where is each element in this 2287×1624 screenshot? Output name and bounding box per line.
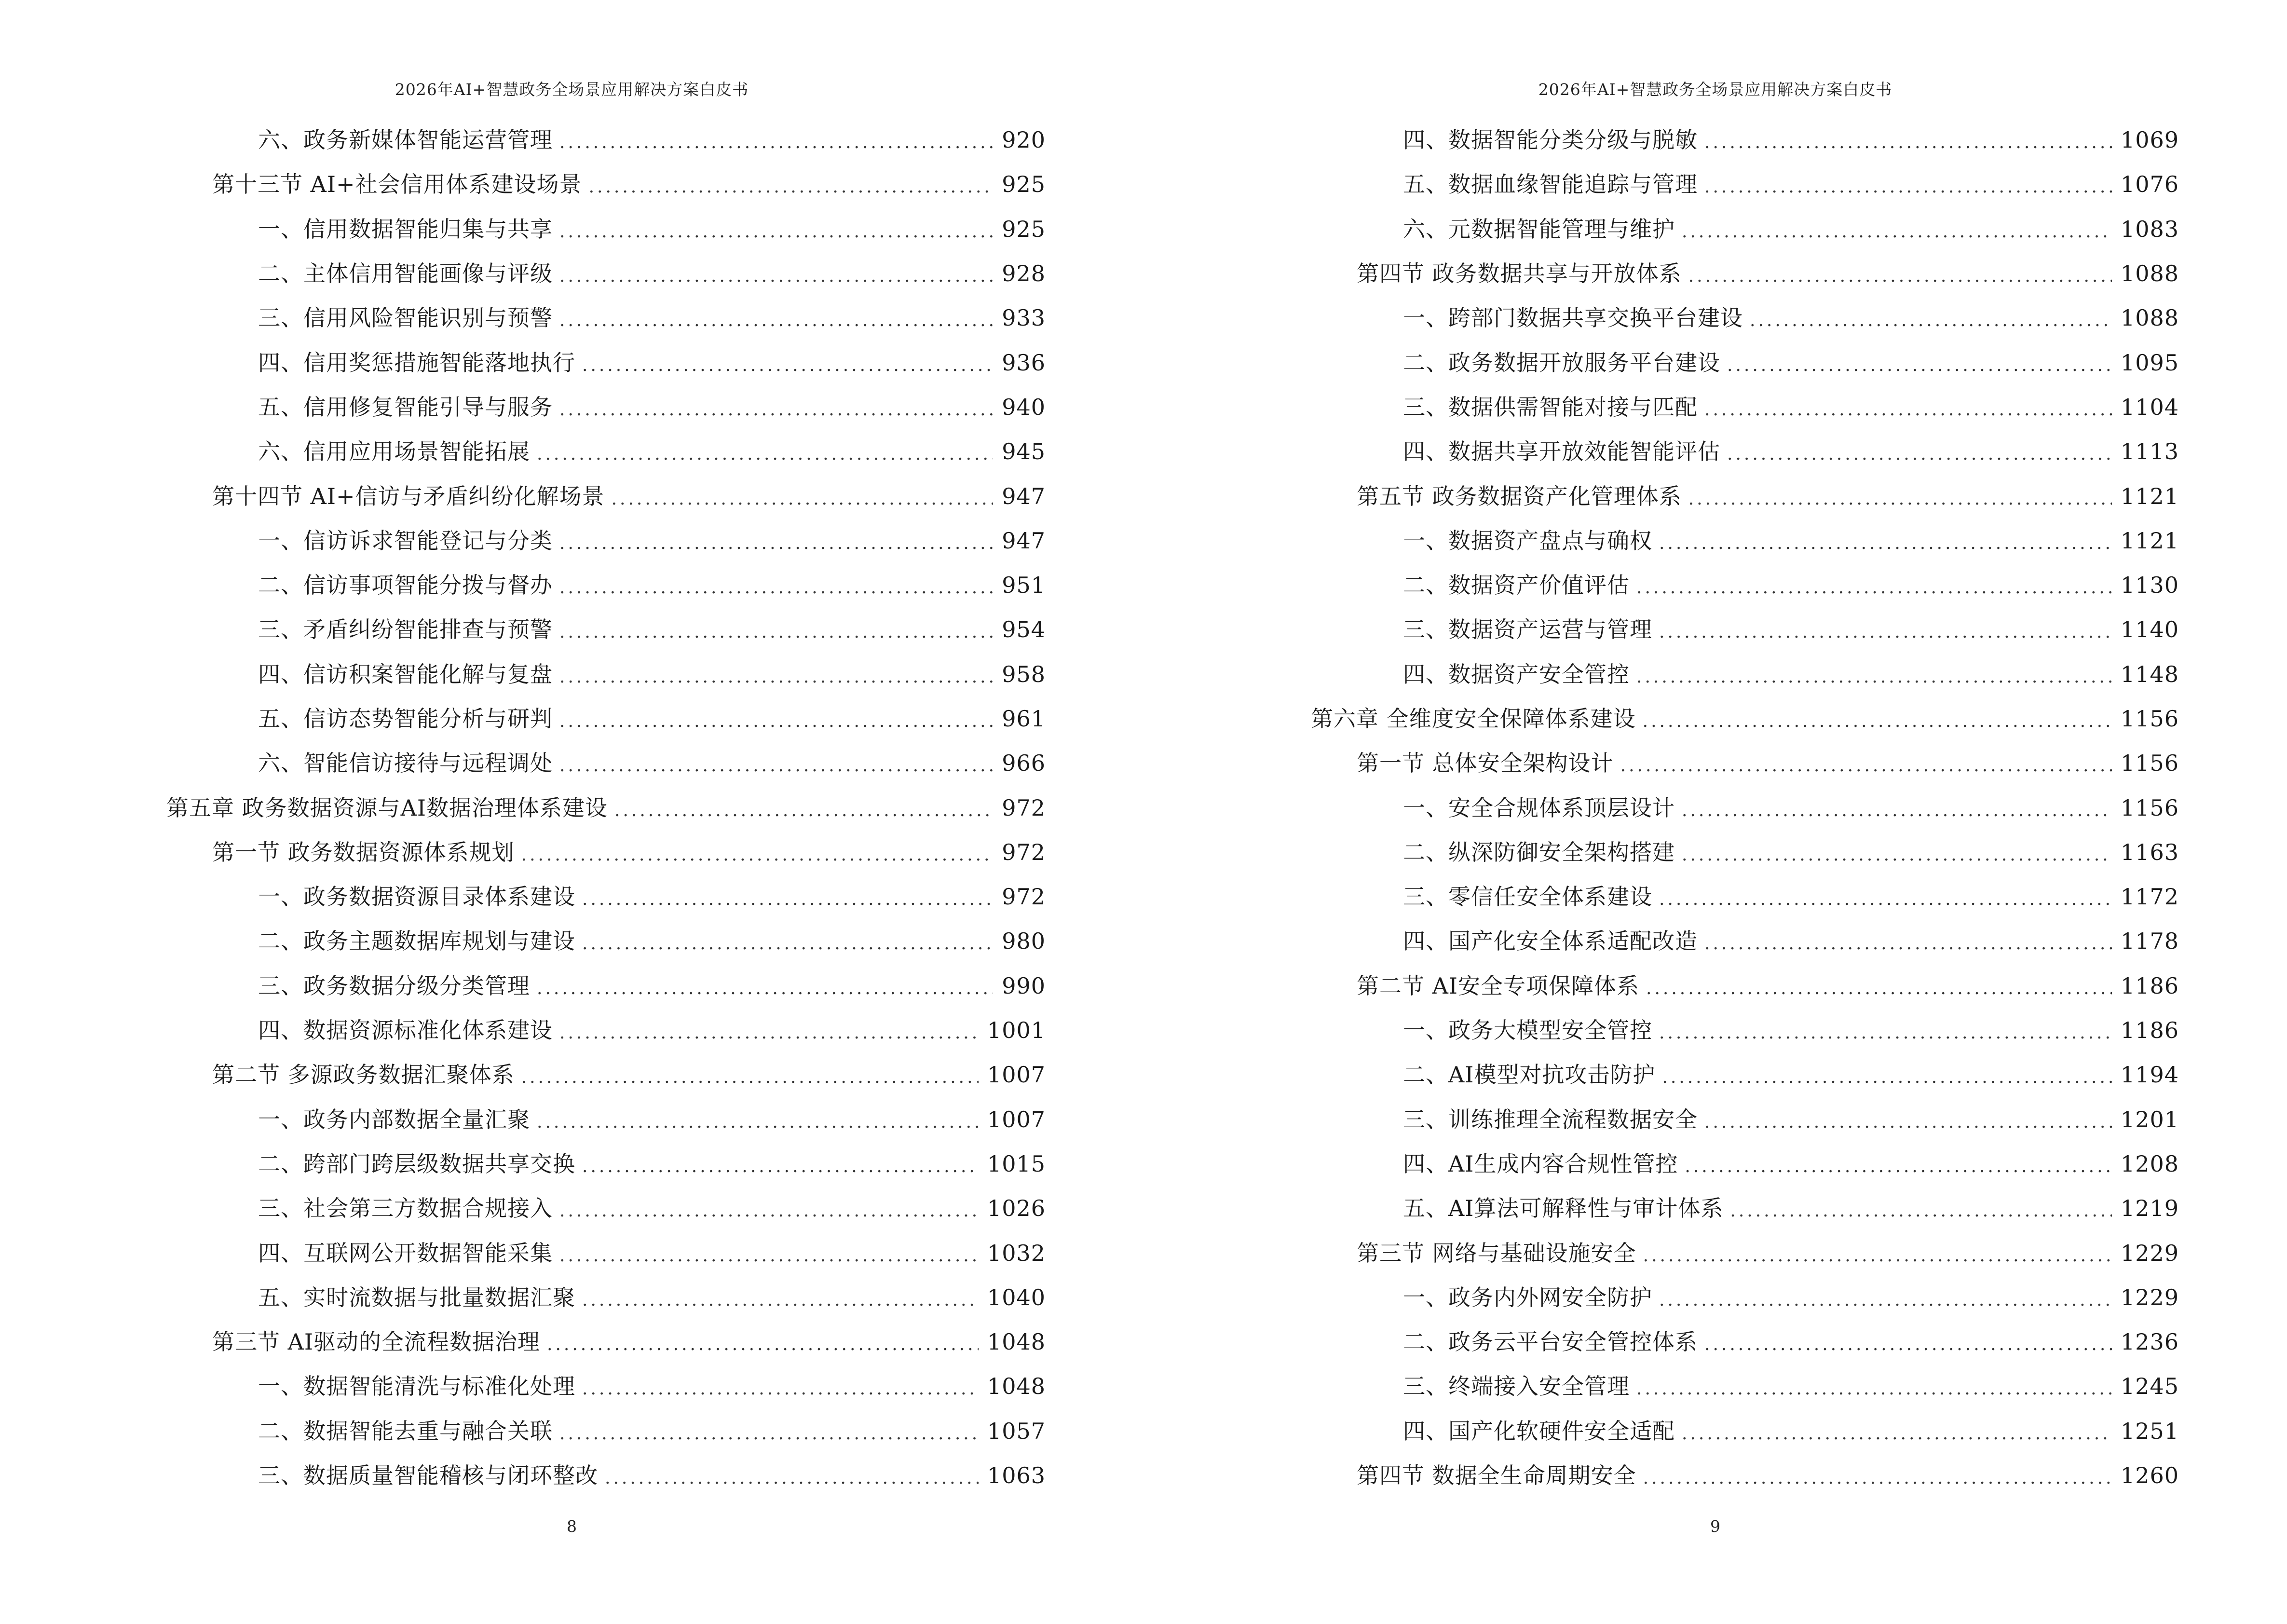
toc-entry-page-number: 1048 [987,1329,1046,1355]
dot-leader [521,846,994,864]
dot-leader [1659,624,2112,641]
toc-entry-page-number: 1229 [2120,1240,2179,1266]
dot-leader [559,1247,979,1265]
running-header: 2026年AI+智慧政务全场景应用解决方案白皮书 [1538,80,1892,99]
toc-entry-section[interactable] [0,830,1046,874]
toc-entry-title: 三、终端接入安全管理 [1403,1373,1630,1400]
toc-entry-section[interactable] [0,1320,1046,1364]
toc-entry-page-number: 966 [1002,750,1046,777]
toc-entry-page-number: 925 [1002,216,1046,242]
toc-entry-item[interactable] [1144,1052,2179,1097]
toc-entry-page-number: 961 [1002,706,1046,732]
toc-entry-page-number: 947 [1002,483,1046,509]
toc-entry-title: 一、政务大模型安全管控 [1403,1017,1652,1044]
toc-entry-title: 第四节 政务数据共享与开放体系 [1357,260,1682,287]
toc-entry-title: 二、AI模型对抗攻击防护 [1403,1062,1656,1088]
dot-leader [559,268,993,285]
toc-entry-title: 四、数据资源标准化体系建设 [258,1017,553,1044]
toc-entry-title: 四、国产化安全体系适配改造 [1403,928,1698,955]
toc-entry-page-number: 990 [1002,972,1046,999]
toc-entry-item[interactable] [1144,1008,2179,1052]
toc-entry-title: 三、训练推理全流程数据安全 [1403,1106,1698,1133]
toc-entry-item[interactable] [1144,830,2179,874]
toc-entry-title: 第二节 AI安全专项保障体系 [1357,972,1640,999]
toc-entry-page-number: 925 [1002,171,1046,198]
toc-entry-title: 五、实时流数据与批量数据汇聚 [258,1284,575,1310]
toc-entry-page-number: 1130 [2120,572,2179,599]
toc-entry-title: 二、跨部门跨层级数据共享交换 [258,1150,575,1177]
toc-entry-item[interactable] [0,251,1046,296]
toc-list [0,118,1046,1498]
toc-entry-item[interactable] [0,874,1046,919]
toc-entry-item[interactable] [0,296,1046,340]
dot-leader [1659,1292,2112,1309]
toc-entry-title: 二、信访事项智能分拨与督办 [258,572,553,599]
toc-entry-page-number: 1251 [2120,1418,2179,1444]
toc-entry-item[interactable] [1144,1409,2179,1453]
dot-leader [1727,446,2112,463]
toc-entry-title: 第一节 总体安全架构设计 [1357,750,1614,777]
toc-entry-page-number: 1121 [2120,527,2179,554]
toc-entry-title: 第十四节 AI+信访与矛盾纠纷化解场景 [212,483,605,509]
toc-entry-title: 第五章 政务数据资源与AI数据治理体系建设 [166,794,608,821]
dot-leader [612,491,994,508]
dot-leader [1682,846,2112,864]
toc-entry-page-number: 1069 [2120,127,2179,153]
toc-entry-page-number: 1113 [2120,438,2179,465]
toc-entry-section[interactable] [0,162,1046,206]
toc-entry-item[interactable] [1144,874,2179,919]
toc-entry-item[interactable] [0,964,1046,1008]
dot-leader [537,1114,979,1131]
dot-leader [614,802,993,819]
toc-entry-section[interactable] [1144,964,2179,1008]
toc-entry-item[interactable] [0,385,1046,429]
toc-entry-title: 第五节 政务数据资产化管理体系 [1357,483,1682,509]
toc-entry-section[interactable] [1144,1230,2179,1275]
toc-entry-page-number: 1048 [987,1373,1046,1400]
toc-entry-title: 四、信用奖惩措施智能落地执行 [258,349,575,376]
toc-entry-page-number: 933 [1002,305,1046,331]
toc-entry-title: 六、智能信访接待与远程调处 [258,750,553,777]
toc-entry-page-number: 1236 [2120,1329,2179,1355]
toc-entry-page-number: 1083 [2120,216,2179,242]
toc-entry-page-number: 940 [1002,394,1046,420]
toc-entry-item[interactable] [0,1453,1046,1498]
toc-entry-title: 四、数据资产安全管控 [1403,661,1630,687]
toc-entry-title: 一、政务内部数据全量汇聚 [258,1106,530,1133]
toc-entry-item[interactable] [1144,1186,2179,1230]
toc-entry-page-number: 1219 [2120,1195,2179,1222]
toc-entry-page-number: 1156 [2120,794,2179,821]
dot-leader [1682,1425,2112,1443]
toc-entry-page-number: 1007 [987,1062,1046,1088]
dot-leader [1704,178,2112,196]
dot-leader [1688,491,2112,508]
page-number: 8 [567,1517,577,1536]
toc-entry-title: 三、政务数据分级分类管理 [258,972,530,999]
toc-entry-item[interactable] [1144,652,2179,696]
toc-entry-title: 三、社会第三方数据合规接入 [258,1195,553,1222]
dot-leader [559,713,993,730]
toc-entry-title: 三、数据质量智能稽核与闭环整改 [258,1462,598,1489]
dot-leader [1727,357,2112,374]
toc-entry-page-number: 1186 [2120,1017,2179,1044]
dot-leader [1704,134,2112,151]
dot-leader [559,401,993,419]
dot-leader [521,1069,979,1086]
dot-leader [582,357,993,374]
toc-entry-page-number: 1026 [987,1195,1046,1222]
dot-leader [582,891,993,908]
toc-entry-page-number: 1156 [2120,706,2179,732]
toc-entry-item[interactable] [0,607,1046,652]
toc-entry-item[interactable] [0,207,1046,251]
toc-entry-title: 六、元数据智能管理与维护 [1403,216,1675,242]
toc-entry-title: 第三节 AI驱动的全流程数据治理 [212,1329,541,1355]
toc-entry-item[interactable] [1144,385,2179,429]
toc-entry-title: 六、政务新媒体智能运营管理 [258,127,553,153]
toc-entry-title: 五、信访态势智能分析与研判 [258,706,553,732]
toc-entry-title: 五、数据血缘智能追踪与管理 [1403,171,1698,198]
toc-entry-item[interactable] [1144,429,2179,474]
toc-entry-item[interactable] [1144,162,2179,206]
dot-leader [559,223,993,241]
toc-entry-item[interactable] [0,741,1046,785]
toc-entry-page-number: 1163 [2120,839,2179,865]
toc-entry-section[interactable] [0,1052,1046,1097]
toc-entry-title: 一、数据智能清洗与标准化处理 [258,1373,575,1400]
dot-leader [1704,401,2112,419]
toc-entry-item[interactable] [0,696,1046,741]
dot-leader [1704,1336,2112,1353]
dot-leader [1682,802,2112,819]
toc-entry-title: 三、信用风险智能识别与预警 [258,305,553,331]
toc-entry-section[interactable] [0,474,1046,518]
toc-entry-title: 第一节 政务数据资源体系规划 [212,839,515,865]
dot-leader [547,1336,979,1353]
toc-entry-title: 一、安全合规体系顶层设计 [1403,794,1675,821]
toc-entry-page-number: 1032 [987,1240,1046,1266]
running-header: 2026年AI+智慧政务全场景应用解决方案白皮书 [395,80,749,99]
toc-entry-item[interactable] [0,429,1046,474]
toc-entry-title: 三、矛盾纠纷智能排查与预警 [258,616,553,643]
toc-entry-page-number: 1186 [2120,972,2179,999]
toc-entry-title: 二、政务云平台安全管控体系 [1403,1329,1698,1355]
toc-entry-title: 四、数据共享开放效能智能评估 [1403,438,1720,465]
dot-leader [605,1470,979,1487]
toc-entry-item[interactable] [1144,118,2179,162]
toc-entry-page-number: 1229 [2120,1284,2179,1310]
dot-leader [559,757,993,775]
toc-entry-title: 第三节 网络与基础设施安全 [1357,1240,1636,1266]
toc-entry-item[interactable] [0,563,1046,607]
toc-entry-title: 二、纵深防御安全架构搭建 [1403,839,1675,865]
dot-leader [1704,1114,2112,1131]
toc-entry-item[interactable] [1144,207,2179,251]
toc-entry-chapter[interactable] [0,785,1046,830]
dot-leader [559,535,993,552]
dot-leader [1688,268,2112,285]
toc-entry-item[interactable] [1144,785,2179,830]
toc-entry-page-number: 1088 [2120,305,2179,331]
page-number: 9 [1710,1517,1720,1536]
toc-entry-item[interactable] [1144,340,2179,384]
toc-entry-page-number: 972 [1002,839,1046,865]
dot-leader [1643,1247,2112,1265]
toc-entry-page-number: 1156 [2120,750,2179,777]
toc-entry-item[interactable] [1144,1097,2179,1142]
toc-entry-title: 一、数据资产盘点与确权 [1403,527,1652,554]
dot-leader [1659,1024,2112,1042]
dot-leader [1730,1202,2112,1220]
toc-entry-section[interactable] [1144,1453,2179,1498]
toc-entry-section[interactable] [1144,251,2179,296]
toc-entry-title: 四、数据智能分类分级与脱敏 [1403,127,1698,153]
toc-entry-page-number: 1063 [987,1462,1046,1489]
toc-entry-title: 第二节 多源政务数据汇聚体系 [212,1062,515,1088]
toc-entry-page-number: 1178 [2120,928,2179,955]
toc-entry-item[interactable] [0,519,1046,563]
toc-entry-chapter[interactable] [1144,696,2179,741]
dot-leader [559,669,993,686]
dot-leader [1659,891,2112,908]
toc-entry-title: 四、国产化软硬件安全适配 [1403,1418,1675,1444]
toc-page-right [1144,0,2287,1624]
dot-leader [1620,757,2112,775]
toc-entry-page-number: 958 [1002,661,1046,687]
toc-entry-item[interactable] [1144,919,2179,963]
dot-leader [1643,1470,2112,1487]
dot-leader [559,1425,979,1443]
toc-entry-title: 三、数据资产运营与管理 [1403,616,1652,643]
toc-entry-page-number: 945 [1002,438,1046,465]
dot-leader [1685,1158,2112,1175]
dot-leader [1636,1380,2112,1398]
toc-entry-title: 第四节 数据全生命周期安全 [1357,1462,1636,1489]
toc-entry-page-number: 1076 [2120,171,2179,198]
toc-entry-title: 一、信用数据智能归集与共享 [258,216,553,242]
toc-entry-item[interactable] [0,118,1046,162]
toc-entry-title: 第六章 全维度安全保障体系建设 [1311,706,1636,732]
toc-entry-page-number: 1040 [987,1284,1046,1310]
dot-leader [559,1024,979,1042]
dot-leader [1662,1069,2112,1086]
toc-entry-page-number: 1088 [2120,260,2179,287]
toc-entry-page-number: 1201 [2120,1106,2179,1133]
toc-entry-title: 三、数据供需智能对接与匹配 [1403,394,1698,420]
toc-entry-title: 第十三节 AI+社会信用体系建设场景 [212,171,582,198]
dot-leader [537,980,993,997]
toc-entry-page-number: 954 [1002,616,1046,643]
dot-leader [559,624,993,641]
dot-leader [582,1292,979,1309]
dot-leader [559,579,993,597]
dot-leader [1704,935,2112,953]
toc-entry-page-number: 1245 [2120,1373,2179,1400]
toc-entry-page-number: 936 [1002,349,1046,376]
toc-entry-page-number: 1194 [2120,1062,2179,1088]
toc-entry-item[interactable] [0,1275,1046,1320]
toc-entry-page-number: 1140 [2120,616,2179,643]
toc-entry-page-number: 980 [1002,928,1046,955]
toc-entry-item[interactable] [1144,519,2179,563]
toc-entry-page-number: 928 [1002,260,1046,287]
dot-leader [559,134,993,151]
dot-leader [582,1158,979,1175]
toc-entry-item[interactable] [1144,296,2179,340]
toc-entry-item[interactable] [1144,1320,2179,1364]
toc-entry-item[interactable] [1144,563,2179,607]
dot-leader [582,935,993,953]
toc-list [1144,118,2179,1498]
toc-entry-page-number: 972 [1002,794,1046,821]
toc-entry-title: 一、政务内外网安全防护 [1403,1284,1652,1310]
toc-entry-page-number: 951 [1002,572,1046,599]
toc-entry-page-number: 1104 [2120,394,2179,420]
toc-entry-title: 四、信访积案智能化解与复盘 [258,661,553,687]
toc-entry-item[interactable] [0,1142,1046,1186]
dot-leader [1636,669,2112,686]
toc-entry-title: 四、AI生成内容合规性管控 [1403,1150,1678,1177]
toc-entry-page-number: 1007 [987,1106,1046,1133]
toc-entry-page-number: 1172 [2120,884,2179,910]
toc-entry-title: 二、政务主题数据库规划与建设 [258,928,575,955]
toc-entry-title: 二、主体信用智能画像与评级 [258,260,553,287]
toc-entry-item[interactable] [1144,1142,2179,1186]
toc-entry-page-number: 972 [1002,884,1046,910]
toc-entry-page-number: 1095 [2120,349,2179,376]
dot-leader [537,446,993,463]
toc-entry-title: 五、信用修复智能引导与服务 [258,394,553,420]
toc-entry-title: 二、数据智能去重与融合关联 [258,1418,553,1444]
dot-leader [1750,312,2112,329]
toc-entry-item[interactable] [0,1008,1046,1052]
toc-entry-title: 二、政务数据开放服务平台建设 [1403,349,1720,376]
toc-entry-page-number: 920 [1002,127,1046,153]
toc-entry-title: 一、政务数据资源目录体系建设 [258,884,575,910]
toc-entry-section[interactable] [1144,474,2179,518]
toc-entry-page-number: 1015 [987,1150,1046,1177]
toc-entry-item[interactable] [0,340,1046,384]
toc-entry-item[interactable] [0,1097,1046,1142]
toc-entry-item[interactable] [0,919,1046,963]
toc-entry-title: 六、信用应用场景智能拓展 [258,438,530,465]
toc-entry-page-number: 1121 [2120,483,2179,509]
dot-leader [1682,223,2112,241]
dot-leader [589,178,994,196]
toc-entry-title: 一、跨部门数据共享交换平台建设 [1403,305,1743,331]
dot-leader [559,1202,979,1220]
dot-leader [582,1380,979,1398]
toc-entry-page-number: 947 [1002,527,1046,554]
toc-entry-page-number: 1208 [2120,1150,2179,1177]
toc-entry-item[interactable] [0,1186,1046,1230]
toc-entry-title: 五、AI算法可解释性与审计体系 [1403,1195,1724,1222]
toc-entry-title: 四、互联网公开数据智能采集 [258,1240,553,1266]
toc-entry-page-number: 1148 [2120,661,2179,687]
toc-entry-page-number: 1057 [987,1418,1046,1444]
toc-entry-page-number: 1001 [987,1017,1046,1044]
toc-entry-item[interactable] [1144,1275,2179,1320]
dot-leader [1636,579,2112,597]
toc-entry-section[interactable] [1144,741,2179,785]
toc-entry-title: 三、零信任安全体系建设 [1403,884,1652,910]
toc-entry-item[interactable] [1144,607,2179,652]
dot-leader [1659,535,2112,552]
toc-entry-item[interactable] [1144,1364,2179,1408]
toc-entry-item[interactable] [0,1230,1046,1275]
dot-leader [559,312,993,329]
toc-entry-title: 一、信访诉求智能登记与分类 [258,527,553,554]
toc-entry-title: 二、数据资产价值评估 [1403,572,1630,599]
toc-entry-item[interactable] [0,652,1046,696]
toc-entry-page-number: 1260 [2120,1462,2179,1489]
toc-entry-item[interactable] [0,1409,1046,1453]
toc-entry-item[interactable] [0,1364,1046,1408]
dot-leader [1646,980,2112,997]
dot-leader [1643,713,2112,730]
